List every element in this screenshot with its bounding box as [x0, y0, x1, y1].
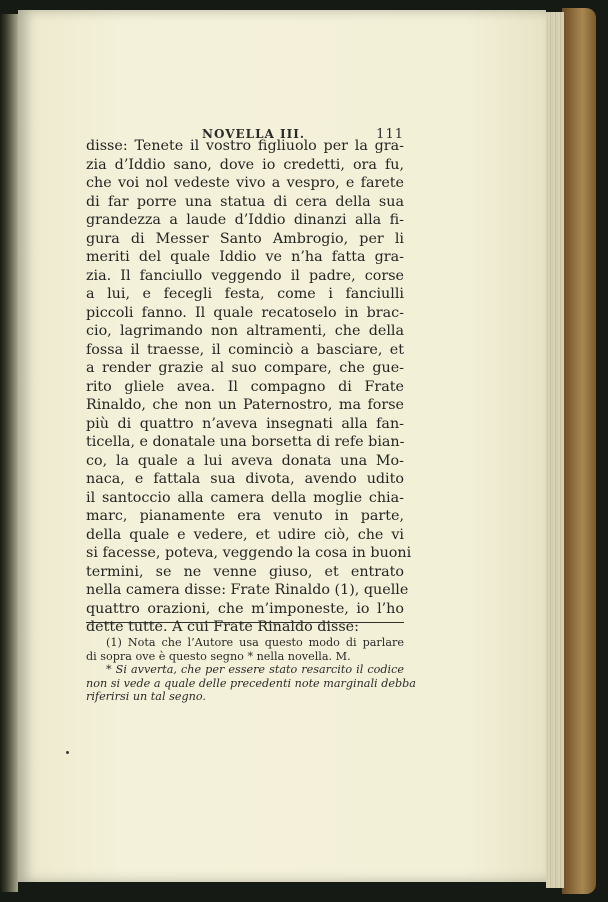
text-line: fossa il traesse, il cominciò a basciare, et [86, 341, 404, 358]
running-title: NOVELLA III. [202, 127, 306, 141]
text-line: quattro orazioni, che m’imponeste, io l’ho [86, 600, 404, 617]
text-line: di far porre una statua di cera della sua [86, 193, 404, 210]
footnotes [86, 636, 416, 704]
footnote-line: non si vede a quale delle precedenti note marginali debba [86, 676, 416, 690]
text-line: grandezza a laude d’Iddio dinanzi alla fi- [86, 212, 404, 228]
footnote-line: riferirsi un tal segno. [86, 690, 206, 704]
text-line: ticella, e donatale una borsetta di refe bian- [86, 434, 405, 450]
left-page-edge [0, 14, 18, 892]
text-line: meriti del quale Iddio ve n’ha fatta gra- [86, 249, 404, 265]
page-number: 111 [376, 127, 404, 142]
text-line: a lui, e fecegli festa, come i fanciulli [86, 286, 404, 302]
page-stack-edges [546, 12, 564, 888]
book-cover-edge [562, 8, 596, 894]
text-line: rito gliele avea. Il compagno di Frate [86, 378, 404, 395]
footnote-separator [86, 622, 404, 623]
text-line: zia. Il fanciullo veggendo il padre, corse [86, 267, 404, 284]
paper-speck [66, 751, 69, 754]
text-line: della quale e vedere, et udire ciò, che vi [86, 526, 404, 543]
footnote-line: * Si avverta, che per essere stato resarcito il codice [106, 663, 404, 677]
text-line: Rinaldo, che non un Paternostro, ma forse [86, 397, 404, 413]
footnote-line: (1) Nota che l’Autore usa questo modo di parlare [106, 636, 404, 649]
text-line: termini, se ne venne giuso, et entrato [86, 563, 404, 580]
text-line: più di quattro n’aveva insegnati alla fan- [86, 415, 404, 432]
text-line: nella camera disse: Frate Rinaldo (1), quelle [86, 582, 409, 598]
text-line: naca, e fattala sua divota, avendo udito [86, 471, 404, 487]
text-line: dette tutte. A cui Frate Rinaldo disse: [86, 619, 359, 635]
text-line: a render grazie al suo compare, che gue- [86, 360, 404, 376]
text-line: disse: Tenete il vostro figliuolo per la gra- [86, 138, 404, 154]
main-text [86, 137, 412, 637]
text-line: zia d’Iddio sano, dove io credetti, ora fu, [86, 156, 404, 173]
footnote-line: di sopra ove è questo segno * nella novella. M. [86, 649, 351, 663]
text-line: marc, pianamente era venuto in parte, [86, 508, 404, 524]
text-line: che voi nol vedeste vivo a vespro, e farete [86, 175, 404, 191]
text-line: si facesse, poteva, veggendo la cosa in buoni [86, 545, 412, 561]
text-line: gura di Messer Santo Ambrogio, per li [86, 230, 404, 247]
text-line: piccoli fanno. Il quale recatoselo in brac- [86, 304, 404, 321]
text-line: cio, lagrimando non altramenti, che della [86, 323, 404, 339]
text-line: co, la quale a lui aveva donata una Mo- [86, 452, 404, 469]
text-line: il santoccio alla camera della moglie chia- [86, 489, 404, 506]
